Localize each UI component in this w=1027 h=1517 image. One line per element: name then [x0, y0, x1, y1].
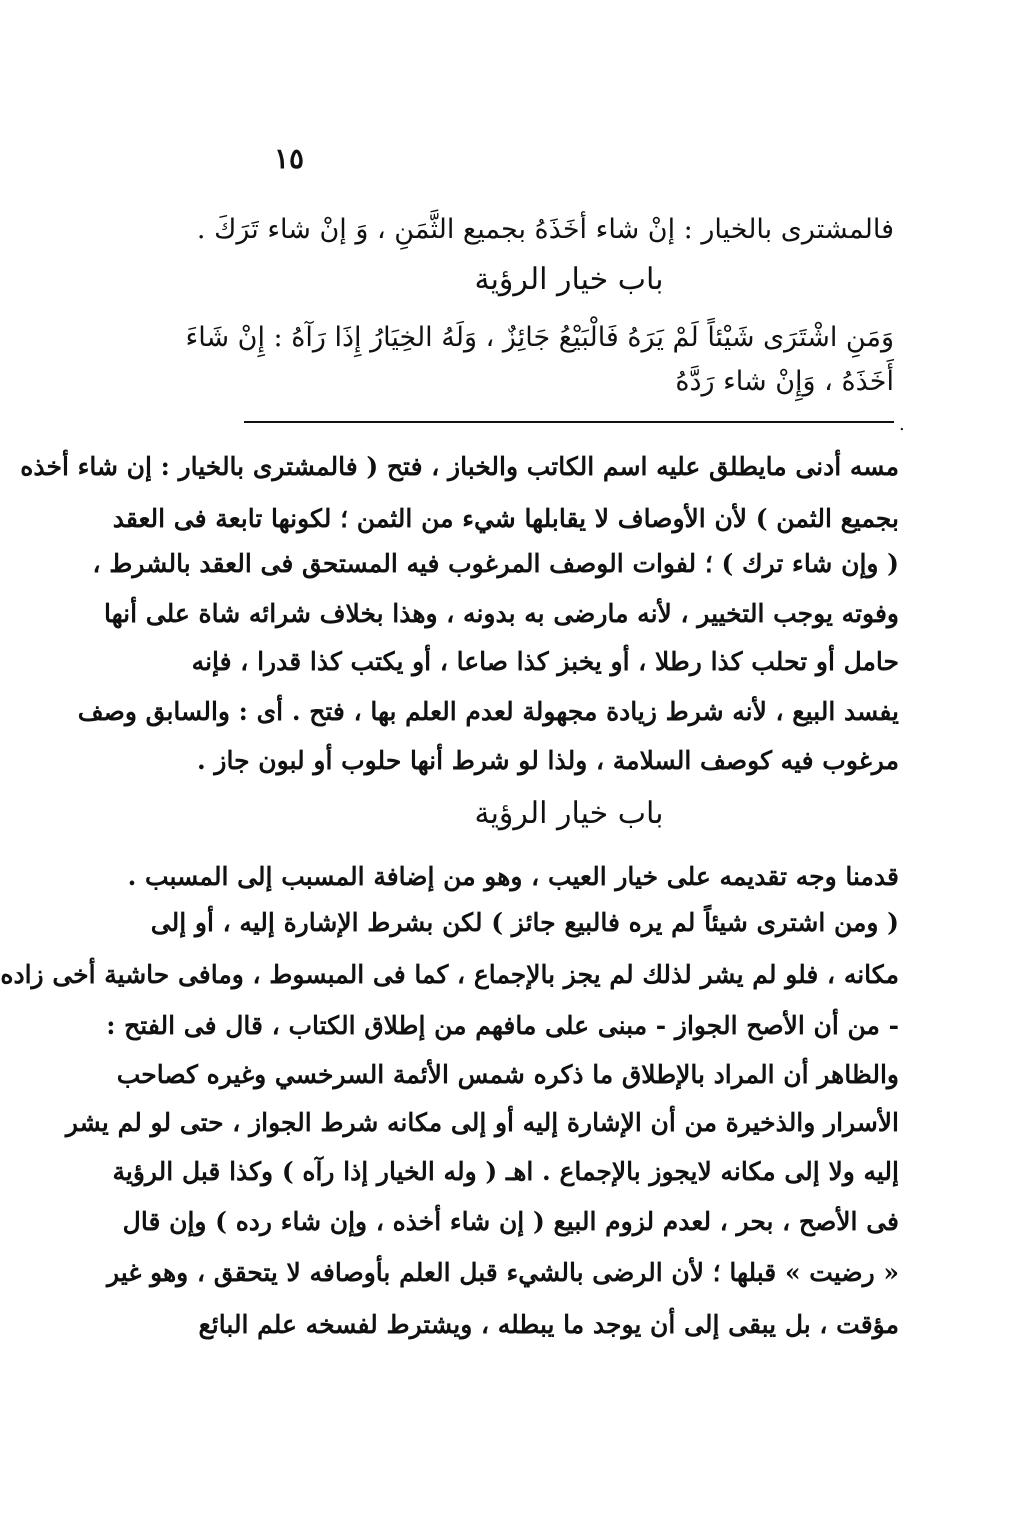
- sharh-line: حامل أو تحلب كذا رطلا ، أو يخبز كذا صاعا ، أو يكتب كذا قدرا ، فإنه: [191, 647, 899, 676]
- sharh-line: « رضيت » قبلها ؛ لأن الرضى بالشيء قبل العلم بأوصافه لا يتحقق ، وهو غير: [106, 1258, 899, 1287]
- matn-line: فالمشترى بالخيار : إنْ شاء أخَذَهُ بجميع الثَّمَنِ ، وَ إنْ شاء تَرَكَ .: [196, 214, 894, 245]
- sharh-line: مسه أدنى مايطلق عليه اسم الكاتب والخباز ، فتح ( فالمشترى بالخيار : إن شاء أخذه: [20, 452, 899, 481]
- matn-chapter-heading: باب خيار الرؤية: [474, 262, 664, 297]
- divider-dot: .: [899, 414, 905, 435]
- sharh-line: وفوته يوجب التخيير ، لأنه مارضى به بدونه ، وهذا بخلاف شرائه شاة على أنها: [104, 599, 899, 628]
- section-divider: [244, 421, 894, 423]
- sharh-line: الأسرار والذخيرة من أن الإشارة إليه أو إلى مكانه شرط الجواز ، حتى لو لم يشر: [65, 1108, 899, 1137]
- sharh-line: مؤقت ، بل يبقى إلى أن يوجد ما يبطله ، ويشترط لفسخه علم البائع: [198, 1310, 899, 1339]
- sharh-line: والظاهر أن المراد بالإطلاق ما ذكره شمس الأئمة السرخسي وغيره كصاحب: [116, 1060, 899, 1089]
- sharh-line: يفسد البيع ، لأنه شرط زيادة مجهولة لعدم العلم بها ، فتح . أى : والسابق وصف: [77, 697, 899, 726]
- sharh-line: ( وإن شاء ترك ) ؛ لفوات الوصف المرغوب فيه المستحق فى العقد بالشرط ،: [92, 549, 899, 578]
- sharh-line: - من أن الأصح الجواز - مبنى على مافهم من إطلاق الكتاب ، قال فى الفتح :: [106, 1011, 899, 1040]
- sharh-line: قدمنا وجه تقديمه على خيار العيب ، وهو من إضافة المسبب إلى المسبب .: [127, 862, 899, 891]
- sharh-line: فى الأصح ، بحر ، لعدم لزوم البيع ( إن شاء أخذه ، وإن شاء رده ) وإن قال: [122, 1207, 899, 1236]
- matn-line: وَمَنِ اشْتَرَى شَيْئاً لَمْ يَرَهُ فَالْبَيْعُ جَائِزٌ ، وَلَهُ الخِيَارُ إِذَا رَآهُ : إِنْ شَاءَ: [185, 322, 894, 353]
- sharh-line: بجميع الثمن ) لأن الأوصاف لا يقابلها شيء من الثمن ؛ لكونها تابعة فى العقد: [112, 504, 899, 533]
- sharh-chapter-heading: باب خيار الرؤية: [474, 796, 664, 831]
- sharh-line: إليه ولا إلى مكانه لايجوز بالإجماع . اهـ ( وله الخيار إذا رآه ) وكذا قبل الرؤية: [112, 1157, 899, 1186]
- page-number: ١٥: [273, 142, 305, 175]
- sharh-line: مرغوب فيه كوصف السلامة ، ولذا لو شرط أنها حلوب أو لبون جاز .: [196, 746, 899, 775]
- sharh-line: ( ومن اشترى شيئاً لم يره فالبيع جائز ) لكن بشرط الإشارة إليه ، أو إلى: [150, 908, 899, 937]
- matn-line: أَخَذَهُ ، وَإِنْ شاء رَدَّهُ: [675, 366, 894, 397]
- sharh-line: مكانه ، فلو لم يشر لذلك لم يجز بالإجماع ، كما فى المبسوط ، ومافى حاشية أخى زاده: [0, 960, 899, 989]
